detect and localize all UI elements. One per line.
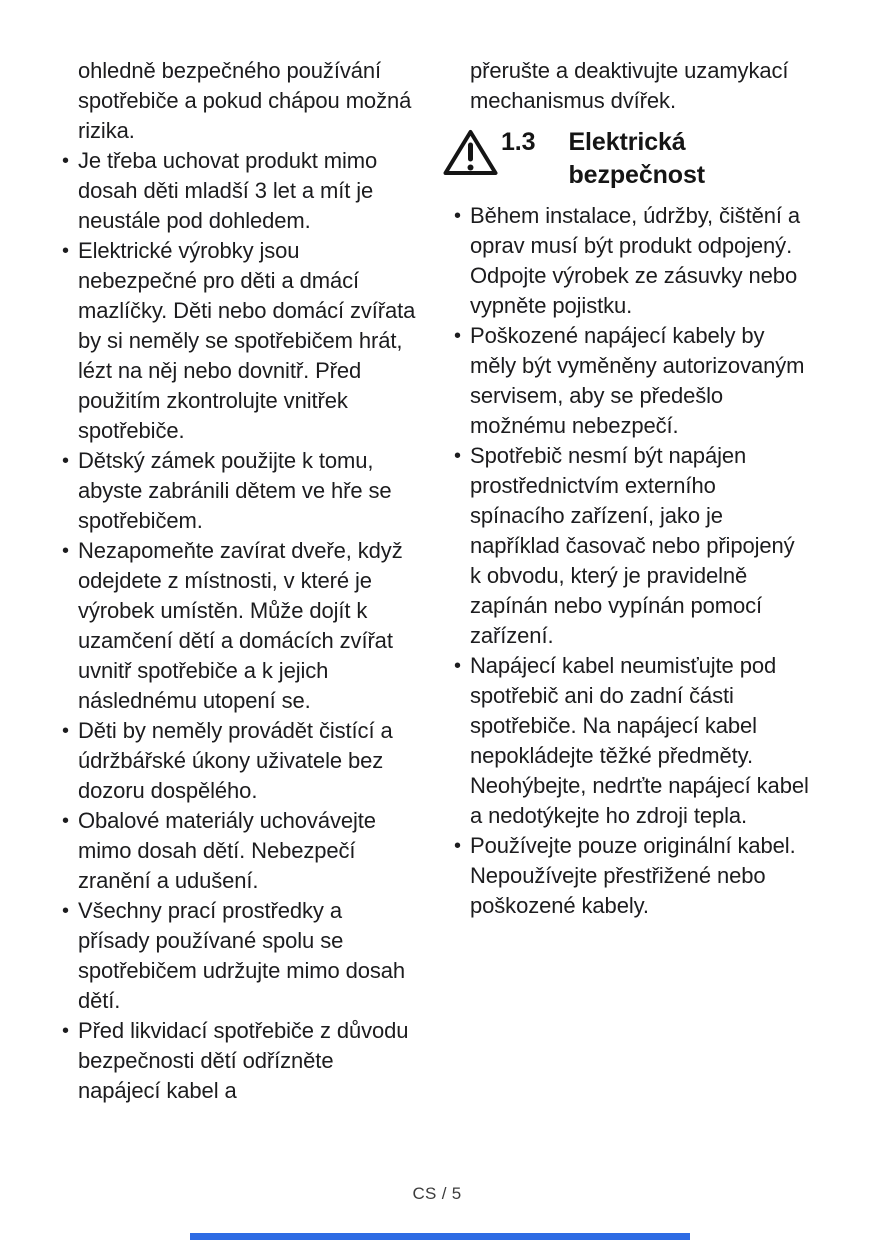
bullet-item: • Před likvidací spotřebiče z důvodu bezpečnosti dětí odřízněte napájecí kabel a (60, 1016, 418, 1106)
bullet-item: • Spotřebič nesmí být napájen prostřednictvím externího spínacího zařízení, jako je například časovač nebo připojený k obvodu, který je pravidelně zapínán nebo vypínán pomocí zařízení. (452, 441, 810, 651)
bullet-item: • Používejte pouze originální kabel. Nepoužívejte přestřižené nebo poškozené kabely. (452, 831, 810, 921)
bullet-item: • Obalové materiály uchovávejte mimo dosah dětí. Nebezpečí zranění a udušení. (60, 806, 418, 896)
bullet-item: • Nezapomeňte zavírat dveře, když odejdete z místnosti, v které je výrobek umístěn. Může dojít k uzamčení dětí a domácích zvířat uvnitř spotřebiče a k jejich následnému utopení se. (60, 536, 418, 716)
bullet-item: • Děti by neměly provádět čistící a údržbářské úkony uživatele bez dozoru dospělého. (60, 716, 418, 806)
bullet-item: • Je třeba uchovat produkt mimo dosah děti mladší 3 let a mít je neustále pod dohledem. (60, 146, 418, 236)
bottom-progress-bar (190, 1233, 690, 1240)
bullet-item: • Napájecí kabel neumisťujte pod spotřebič ani do zadní části spotřebiče. Na napájecí kabel nepokládejte těžké předměty. Neohýbejte, nedrťte napájecí kabel a nedotýkejte ho zdroji tepla. (452, 651, 810, 831)
bullet-item: • Během instalace, údržby, čištění a oprav musí být produkt odpojený. Odpojte výrobek ze zásuvky nebo vypněte pojistku. (452, 201, 810, 321)
section-title: Elektrická bezpečnost (568, 128, 705, 189)
safety-bullet-list (60, 146, 418, 1106)
continuation-paragraph: přerušte a deaktivujte uzamykací mechanismus dvířek. (470, 58, 789, 113)
page-footer: CS / 5 (412, 1184, 462, 1203)
bullet-item: • Všechny prací prostředky a přísady používané spolu se spotřebičem udržujte mimo dosah dětí. (60, 896, 418, 1016)
bullet-item: • Dětský zámek použijte k tomu, abyste zabránili dětem ve hře se spotřebičem. (60, 446, 418, 536)
continuation-paragraph: ohledně bezpečného používání spotřebiče a pokud chápou možná rizika. (78, 58, 412, 143)
warning-triangle-icon (443, 128, 498, 176)
electrical-safety-bullet-list (452, 201, 810, 921)
section-number: 1.3 (501, 128, 536, 156)
bullet-item: • Elektrické výrobky jsou nebezpečné pro děti a dmácí mazlíčky. Děti nebo domácí zvířata by si neměly se spotřebičem hrát, lézt na něj nebo dovnitř. Před použitím zkontrolujte vnitřek spotřebiče. (60, 236, 418, 446)
left-column (60, 56, 418, 1106)
bullet-item: • Poškozené napájecí kabely by měly být vyměněny autorizovaným servisem, aby se předešlo možnému nebezpečí. (452, 321, 810, 441)
right-column (452, 56, 810, 1106)
section-heading (452, 126, 810, 192)
